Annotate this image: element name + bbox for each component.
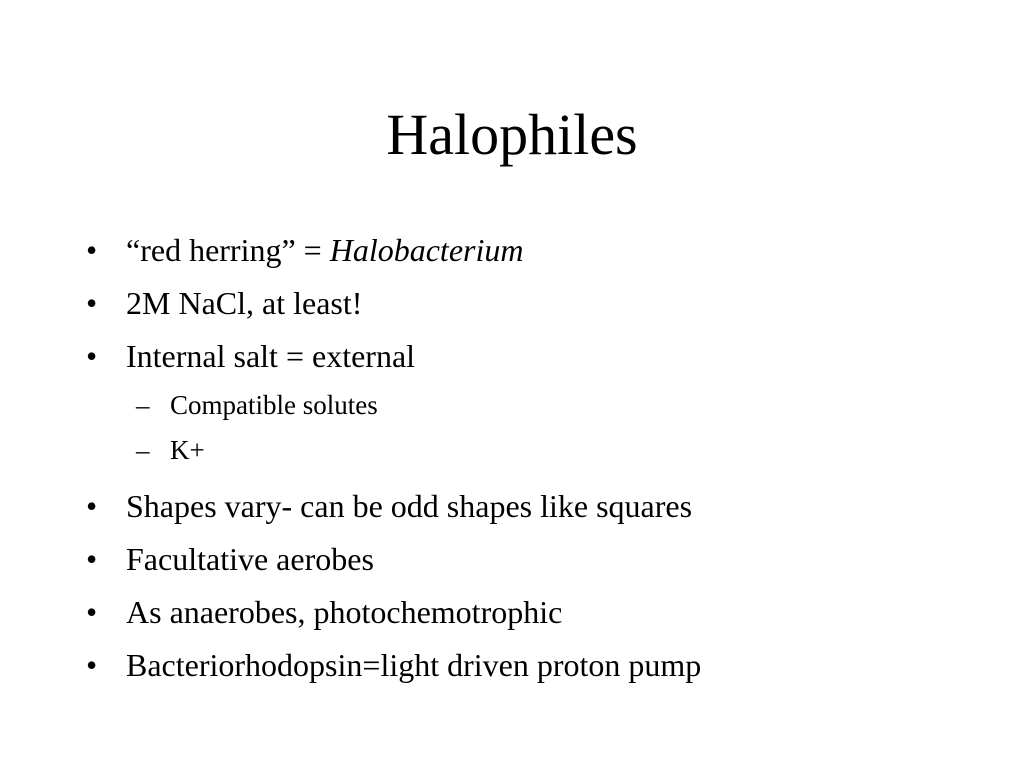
sub-bullet-text: Compatible solutes [170, 390, 378, 420]
bullet-text: Shapes vary- can be odd shapes like squares [126, 488, 693, 524]
bullet-list [86, 224, 701, 692]
bullet-item [86, 639, 701, 692]
bullet-text: 2M NaCl, at least! [126, 285, 363, 321]
bullet-text: Internal salt = external [126, 338, 416, 374]
bullet-text: As anaerobes, photochemotrophic [126, 594, 563, 630]
bullet-item [86, 224, 701, 277]
bullet-marker: • [86, 338, 98, 374]
bullet-item [86, 330, 701, 383]
sub-bullet-item [86, 383, 701, 428]
slide-title: Halophiles [386, 102, 638, 167]
bullet-marker: • [86, 285, 98, 321]
bullet-text: Bacteriorhodopsin=light driven proton pump [126, 647, 702, 683]
bullet-item [86, 480, 701, 533]
bullet-marker: • [86, 647, 98, 683]
bullet-text-italic: Halobacterium [329, 232, 524, 268]
sub-bullet-text: K+ [170, 435, 205, 465]
bullet-marker: • [86, 488, 98, 524]
bullet-item [86, 586, 701, 639]
bullet-item [86, 277, 701, 330]
bullet-marker: • [86, 541, 98, 577]
bullet-text: “red herring” = [126, 232, 330, 268]
bullet-text: Facultative aerobes [126, 541, 374, 577]
sub-bullet-marker: – [136, 390, 150, 420]
bullet-marker: • [86, 594, 98, 630]
sub-bullet-item [86, 428, 701, 473]
bullet-item [86, 533, 701, 586]
bullet-marker: • [86, 232, 98, 268]
sub-bullet-marker: – [136, 435, 150, 465]
